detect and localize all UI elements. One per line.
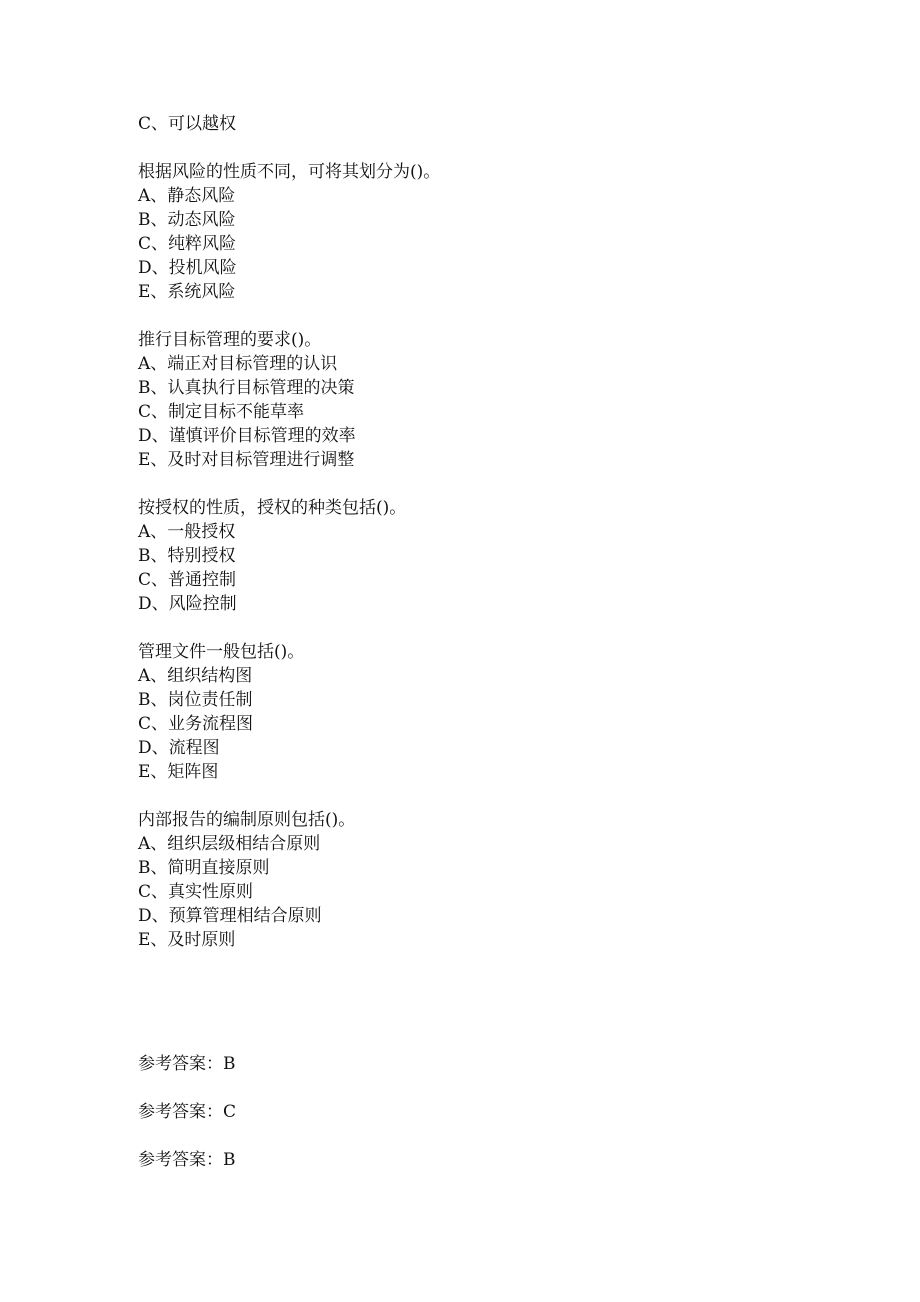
option-line: E、矩阵图 (138, 762, 219, 782)
option-line: A、组织层级相结合原则 (138, 834, 321, 854)
option-line: B、动态风险 (138, 210, 236, 230)
option-line: B、简明直接原则 (138, 858, 270, 878)
option-line: A、组织结构图 (138, 666, 253, 686)
option-line: E、系统风险 (138, 282, 236, 302)
option-line: B、认真执行目标管理的决策 (138, 378, 355, 398)
answer-line: 参考答案：B (138, 1150, 236, 1170)
option-line: C、制定目标不能草率 (138, 402, 305, 422)
document-body (138, 112, 838, 976)
option-line: A、端正对目标管理的认识 (138, 354, 338, 374)
option-line: A、一般授权 (138, 522, 236, 542)
option-line: C、普通控制 (138, 570, 237, 590)
option-line: E、及时原则 (138, 930, 236, 950)
question-4 (138, 640, 838, 784)
question-stem: 根据风险的性质不同，可将其划分为()。 (138, 162, 441, 182)
option-line: E、及时对目标管理进行调整 (138, 450, 355, 470)
option-line: D、风险控制 (138, 594, 237, 614)
leading-fragment (138, 112, 838, 136)
question-3 (138, 496, 838, 616)
question-1 (138, 160, 838, 304)
option-line: C、可以越权 (138, 114, 237, 134)
question-5 (138, 808, 838, 952)
option-line: B、特别授权 (138, 546, 236, 566)
question-stem: 管理文件一般包括()。 (138, 642, 305, 662)
option-line: D、预算管理相结合原则 (138, 906, 322, 926)
answer-line: 参考答案：C (138, 1102, 237, 1122)
question-stem: 推行目标管理的要求()。 (138, 330, 322, 350)
option-line: A、静态风险 (138, 186, 236, 206)
option-line: C、纯粹风险 (138, 234, 237, 254)
answer-line: 参考答案：B (138, 1054, 236, 1074)
option-line: C、业务流程图 (138, 714, 254, 734)
option-line: D、投机风险 (138, 258, 237, 278)
option-line: D、谨慎评价目标管理的效率 (138, 426, 356, 446)
question-stem: 按授权的性质，授权的种类包括()。 (138, 498, 407, 518)
option-line: D、流程图 (138, 738, 220, 758)
answer-key (138, 1052, 838, 1196)
question-stem: 内部报告的编制原则包括()。 (138, 810, 356, 830)
question-2 (138, 328, 838, 472)
option-line: C、真实性原则 (138, 882, 254, 902)
option-line: B、岗位责任制 (138, 690, 253, 710)
